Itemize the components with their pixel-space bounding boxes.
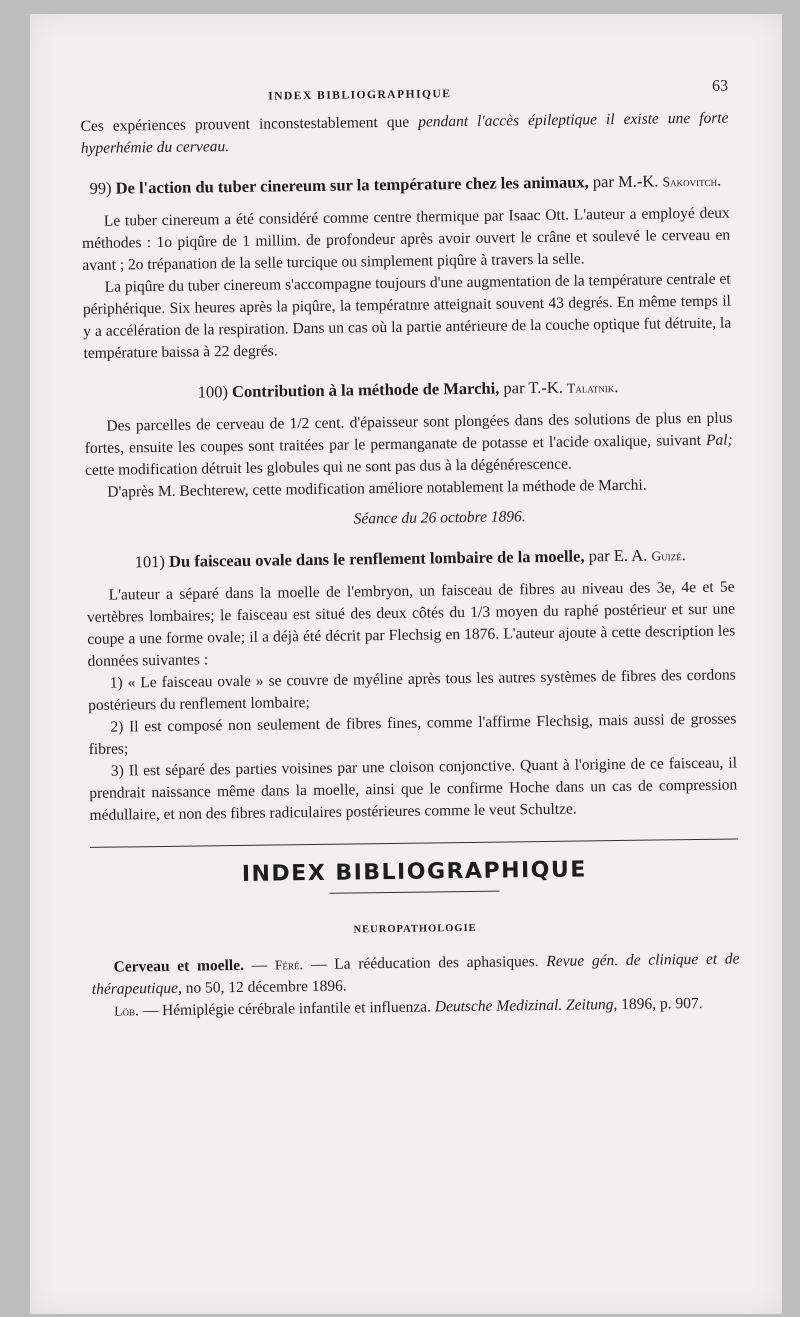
page-content	[80, 76, 740, 1023]
entry-1-journal: Revue gén. de clinique et de thérapeutique,	[91, 950, 740, 998]
section-divider	[90, 838, 738, 847]
entry-1-dash: —	[243, 956, 276, 974]
article-99-author: Sakovitch	[662, 173, 718, 190]
intro-paragraph	[80, 108, 729, 160]
article-100-author: Talatnik	[566, 380, 615, 396]
article-101-by: par E. A.	[584, 545, 652, 566]
entry-2-rest: 1896, p. 907.	[617, 994, 703, 1014]
running-header-title: INDEX BIBLIOGRAPHIQUE	[268, 88, 452, 103]
article-100-title: Contribution à la méthode de Marchi,	[231, 378, 500, 402]
article-101-paragraph-3: 2) Il est composé non seulement de fibres fines, comme l'affirme Flechsig, mais aussi de grosses fibres;	[88, 710, 737, 758]
running-header	[80, 76, 728, 108]
article-99-end: .	[716, 170, 722, 190]
article-101-author: Guizé	[651, 548, 682, 564]
article-99-by: par M.-K.	[588, 171, 663, 192]
article-99-title: De l'action du tuber cinereum sur la température chez les animaux,	[115, 172, 589, 198]
article-99-paragraph-2: La piqûre du tuber cinereum s'accompagne toujours d'une augmentation de la température centrale et périphérique. Six heures après la piqûre, la températnre atteignait souvent 43 degrés. En même temps il y a accélération de la respiration. Dans un cas où la partie antérieure de la couche optique fut détruite, la température baissa à 22 degrés.	[82, 270, 732, 362]
article-99-paragraph-1: Le tuber cinereum a été considéré comme centre thermique par Isaac Ott. L'auteur a employé deux méthodes : 1o piqûre de 1 millim. de profondeur après avoir ouvert le crâne et soulevé le cerveau en avant ; 2o trépanation de la selle turcique ou simplement piqûre à travers la selle.	[81, 204, 731, 274]
intro-text: Ces expériences prouvent inconstestablement que	[80, 113, 419, 135]
seance-date: Séance du 26 octobre 1896.	[353, 508, 526, 528]
article-101-title: Du faisceau ovale dans le renflement lombaire de la moelle,	[168, 546, 585, 571]
article-100-italic: Pal;	[705, 431, 733, 449]
page-number: 63	[711, 77, 729, 95]
title-underline	[330, 891, 500, 894]
article-100-end: .	[614, 376, 619, 397]
article-100-text-a: Des parcelles de cerveau de 1/2 cent. d'épaisseur sont plongées dans des solutions de plus en plus fortes, ensuite les coupes sont traitées par le permanganate de potasse et l'acide oxalique, suivant	[84, 409, 733, 457]
scanned-page	[30, 14, 782, 1314]
entry-2-text: . — Hémiplégie cérébrale infantile et influenza.	[134, 998, 435, 1020]
article-101-number: 101)	[134, 551, 166, 572]
article-100-paragraph-2: D'après M. Bechterew, cette modification améliore notablement la méthode de Marchi.	[107, 476, 647, 501]
article-101-paragraph-4: 3) Il est séparé des parties voisines par une cloison conjonctive. Quant à l'origine de ce faisceau, il prendrait naissance même dans la moelle, ainsi que le confirme Hoche dans un cas de compression médullaire, et non des fibres radiculaires postérieures comme le veut Schultze.	[89, 754, 738, 824]
article-101-heading	[86, 543, 734, 574]
article-100-paragraph-1	[84, 407, 733, 481]
article-100-number: 100)	[197, 382, 229, 402]
article-99-number: 99)	[89, 178, 112, 198]
article-101-paragraph-2: 1) « Le faisceau ovale » se couvre de myéline après tous les autres systèmes de fibres des cordons postérieurs du renflement lombaire;	[88, 666, 736, 714]
article-100-by: par T.-K.	[499, 377, 568, 398]
entry-1-head: Cerveau et moelle.	[113, 956, 245, 976]
entry-1-text: . — La rééducation des aphasiques.	[299, 952, 547, 974]
article-100-text-b: cette modification détruit les globules qui ne sont pas dus à la dégénérescence.	[84, 455, 572, 479]
index-title: INDEX BIBLIOGRAPHIQUE	[241, 857, 587, 887]
article-101-paragraph-1: L'auteur a séparé dans la moelle de l'embryon, un faisceau de fibres au niveau des 3e, 4e et 5e vertèbres lombaires; le faisceau est situé des deux côtés du 1/3 moyen du raphé postérieur et sur une coupe a une forme ovale; il a déjà été décrit par Flechsig en 1876. L'auteur ajoute à cette description les données suivantes :	[86, 578, 736, 670]
intro-italic: pendant l'accès épileptique il existe une forte hyperhémie du cerveau.	[80, 109, 729, 157]
entry-1-author: Féré	[274, 957, 300, 973]
article-99-heading	[81, 170, 729, 201]
article-100-heading	[84, 374, 732, 405]
entry-2-author: Löb	[114, 1003, 135, 1019]
entry-2-journal: Deutsche Medizinal. Zeitung,	[434, 996, 618, 1016]
entry-1-rest: no 50, 12 décembre 1896.	[181, 977, 347, 997]
index-subtitle: NEUROPATHOLOGIE	[353, 922, 477, 936]
article-101-end: .	[681, 545, 686, 565]
